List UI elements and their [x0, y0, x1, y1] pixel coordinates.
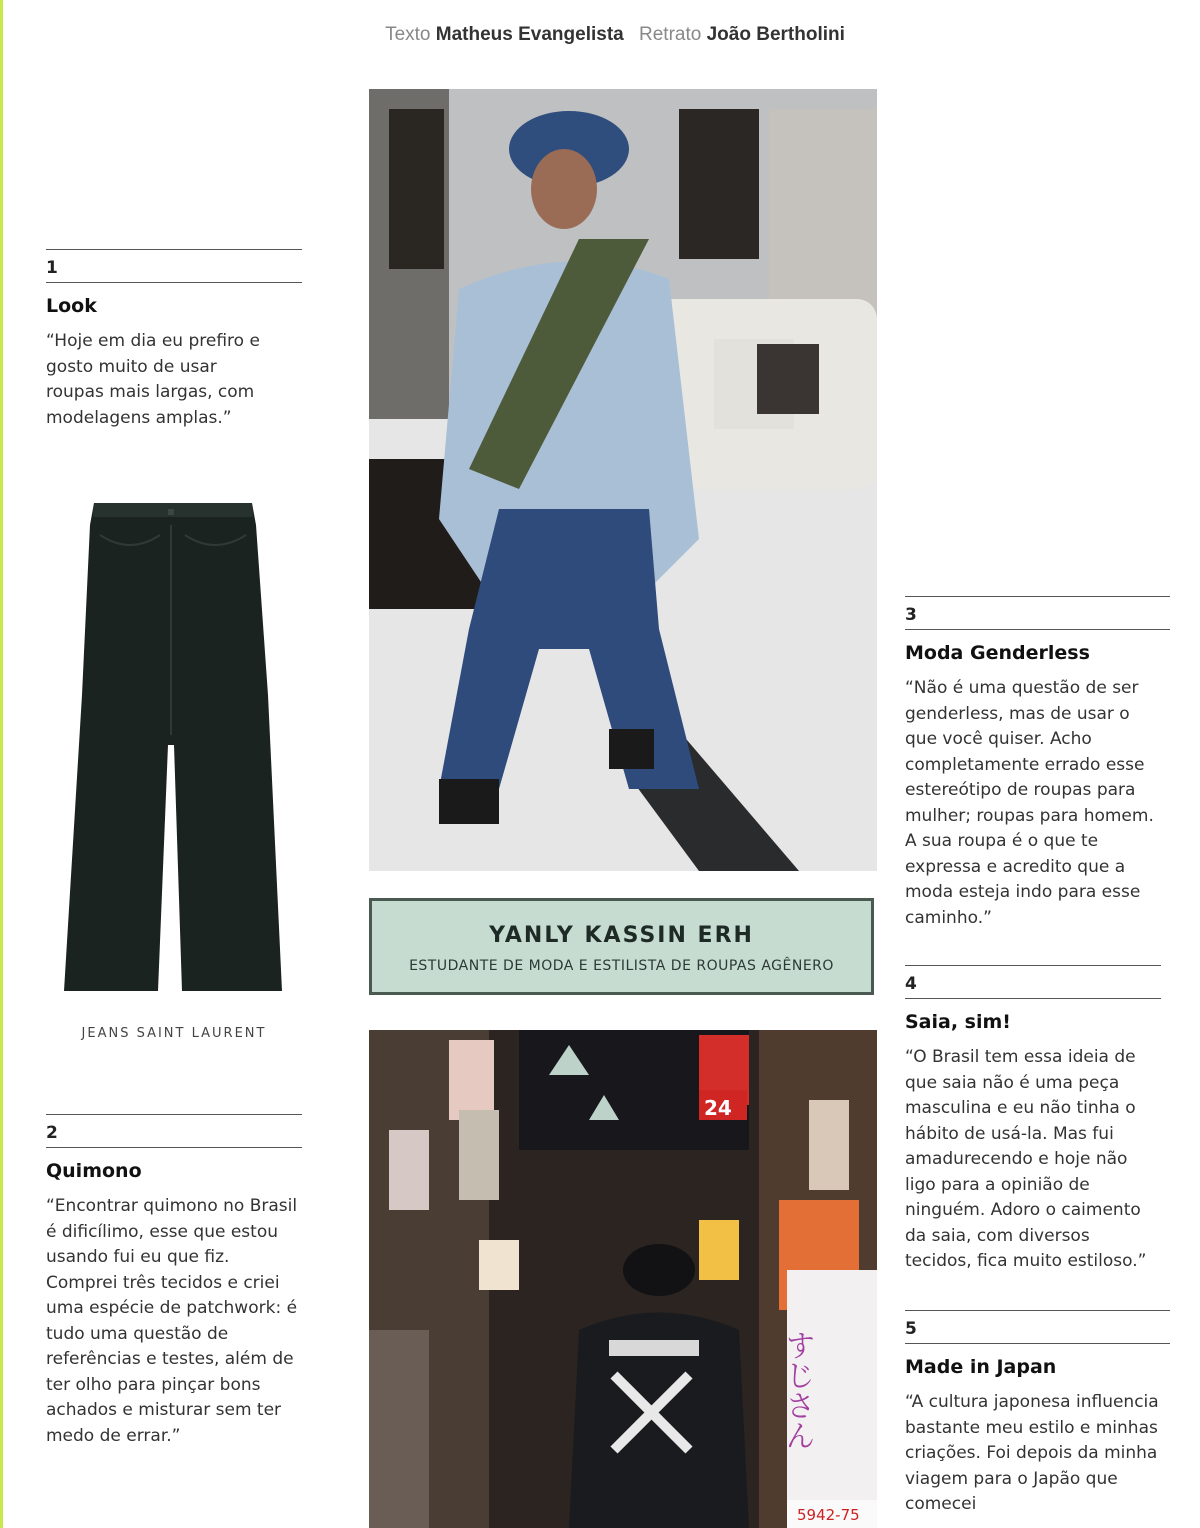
- person-name: YANLY KASSIN ERH: [489, 923, 754, 948]
- section-number: 3: [905, 597, 1170, 630]
- section-number: 1: [46, 250, 302, 283]
- section-title: Quimono: [46, 1160, 142, 1182]
- portrait-credit-author: João Bertholini: [706, 24, 845, 45]
- section-saia-sim: [905, 965, 1161, 1275]
- portrait-photo: [369, 89, 877, 871]
- section-look: [46, 249, 302, 431]
- person-role: ESTUDANTE DE MODA E ESTILISTA DE ROUPAS AGÊNERO: [409, 958, 834, 974]
- text-credit-label: Texto: [385, 24, 431, 45]
- phone-sign: 5942-75: [797, 1506, 860, 1524]
- section-title: Saia, sim!: [905, 1011, 1011, 1033]
- section-title: Look: [46, 295, 97, 317]
- section-moda-genderless: [905, 596, 1170, 931]
- section-body: “Não é uma questão de ser genderless, mas de usar o que você quiser. Acho completamente errado esse estereótipo de roupas para mulher; roupas para homem. A sua roupa é o que te expressa e acredito que a moda esteja indo para esse caminho.”: [905, 678, 1154, 928]
- caption-box: [369, 898, 874, 995]
- page-edge-accent: [0, 0, 3, 1528]
- section-number: 2: [46, 1115, 302, 1148]
- section-number: 5: [905, 1311, 1170, 1344]
- section-number: 4: [905, 966, 1161, 999]
- street-photo: [369, 1030, 877, 1528]
- credits-line: [0, 24, 1200, 46]
- text-credit-author: Matheus Evangelista: [435, 24, 624, 45]
- jeans-product-image: [60, 495, 290, 1000]
- section-body: “O Brasil tem essa ideia de que saia não é uma peça masculina e eu não tinha o hábito de usá-la. Mas fui amadurecendo e hoje não ligo para a opinião de ninguém. Adoro o caimento da saia, com diversos tecidos, fica muito estiloso.”: [905, 1047, 1147, 1271]
- section-body: “A cultura japonesa influencia bastante meu estilo e minhas criações. Foi depois da minha viagem para o Japão que comecei: [905, 1392, 1159, 1514]
- product-label: JEANS SAINT LAURENT: [81, 1026, 267, 1041]
- section-title: Moda Genderless: [905, 642, 1090, 664]
- section-body: “Hoje em dia eu prefiro e gosto muito de usar roupas mais largas, com modelagens amplas.”: [46, 331, 260, 428]
- big-sign-text: すじさん: [779, 1330, 815, 1450]
- section-title: Made in Japan: [905, 1356, 1057, 1378]
- price-sign: 24: [704, 1096, 732, 1120]
- portrait-credit-label: Retrato: [639, 24, 702, 45]
- section-quimono: [46, 1114, 302, 1449]
- section-made-in-japan: [905, 1310, 1170, 1518]
- section-body: “Encontrar quimono no Brasil é dificílimo, esse que estou usando fui eu que fiz. Comprei três tecidos e criei uma espécie de patchwork: é tudo uma questão de referências e testes, além de ter olho para pinçar bons achados e misturar sem ter medo de errar.”: [46, 1196, 298, 1446]
